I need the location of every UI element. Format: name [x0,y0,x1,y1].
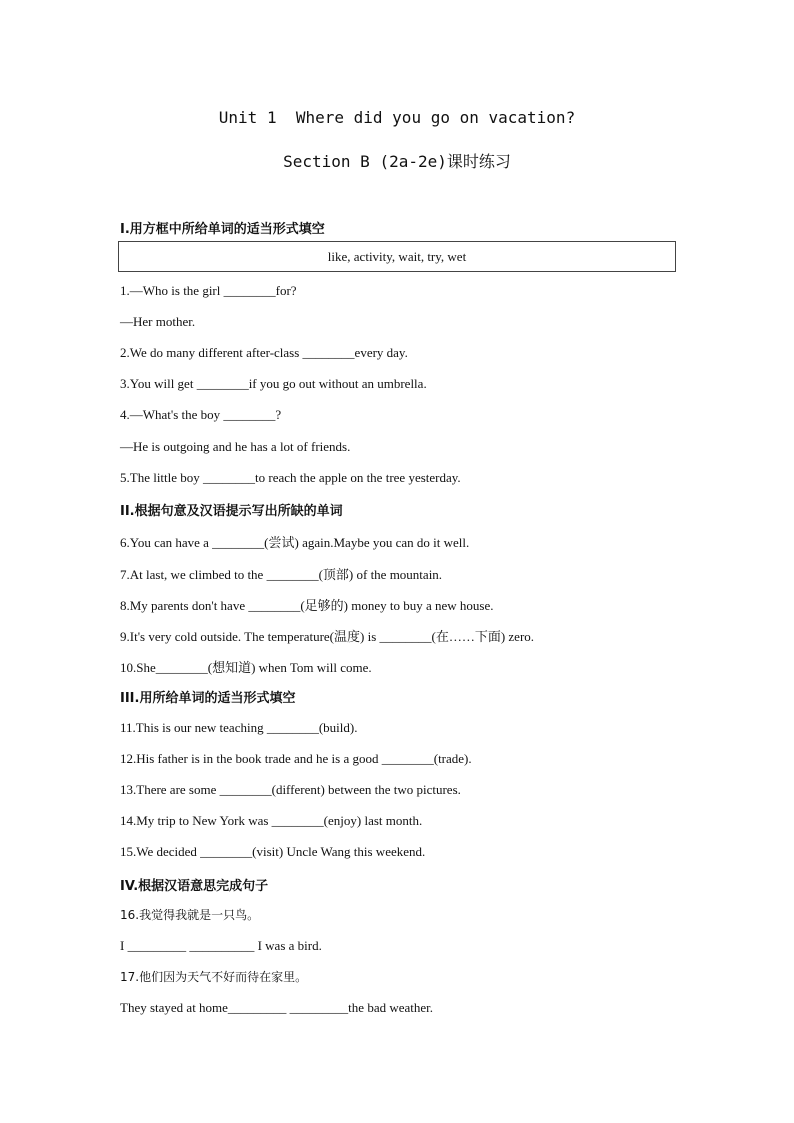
chinese-prompt: 16.我觉得我就是一只鸟。 [120,908,260,922]
question-line: 13.There are some ________(different) between the two pictures. [120,782,461,797]
question-line: 14.My trip to New York was ________(enjoy) last month. [120,813,423,828]
word-box [118,241,676,272]
question-line: 9.It's very cold outside. The temperature(温度) is ________(在……下面) zero. [120,629,535,644]
question-line: 11.This is our new teaching ________(build). [120,720,358,735]
section-heading-4: IV.根据汉语意思完成句子 [120,879,269,894]
word-box-text: like, activity, wait, try, wet [327,248,467,264]
question-line: 10.She________(想知道) when Tom will come. [120,660,372,675]
question-line: 5.The little boy ________to reach the apple on the tree yesterday. [120,470,461,485]
page-title: Unit 1 Where did you go on vacation? [218,108,576,127]
question-line: 2.We do many different after-class ________every day. [120,345,408,360]
question-line: 6.You can have a ________(尝试) again.Maybe you can do it well. [120,535,470,550]
section-heading-2: II.根据句意及汉语提示写出所缺的单词 [120,504,343,519]
section-heading-1: Ⅰ.用方框中所给单词的适当形式填空 [120,222,325,237]
question-line: 12.His father is in the book trade and he is a good ________(trade). [120,751,472,766]
question-line: 3.You will get ________if you go out without an umbrella. [120,376,427,391]
answer-line: —He is outgoing and he has a lot of friends. [120,439,351,454]
answer-line: They stayed at home_________ _________the bad weather. [120,1000,434,1015]
question-line: 4.—What's the boy ________? [120,407,282,422]
question-line: 1.—Who is the girl ________for? [120,283,297,298]
question-line: 8.My parents don't have ________(足够的) money to buy a new house. [120,598,494,613]
answer-line: —Her mother. [120,314,196,329]
question-line: 7.At last, we climbed to the ________(顶部) of the mountain. [120,567,443,582]
chinese-prompt: 17.他们因为天气不好而待在家里。 [120,970,308,984]
page-subtitle: Section B (2a-2e)课时练习 [283,152,511,171]
section-heading-3: III.用所给单词的适当形式填空 [120,691,296,706]
question-line: 15.We decided ________(visit) Uncle Wang this weekend. [120,844,426,859]
answer-line: I _________ __________ I was a bird. [120,938,322,953]
